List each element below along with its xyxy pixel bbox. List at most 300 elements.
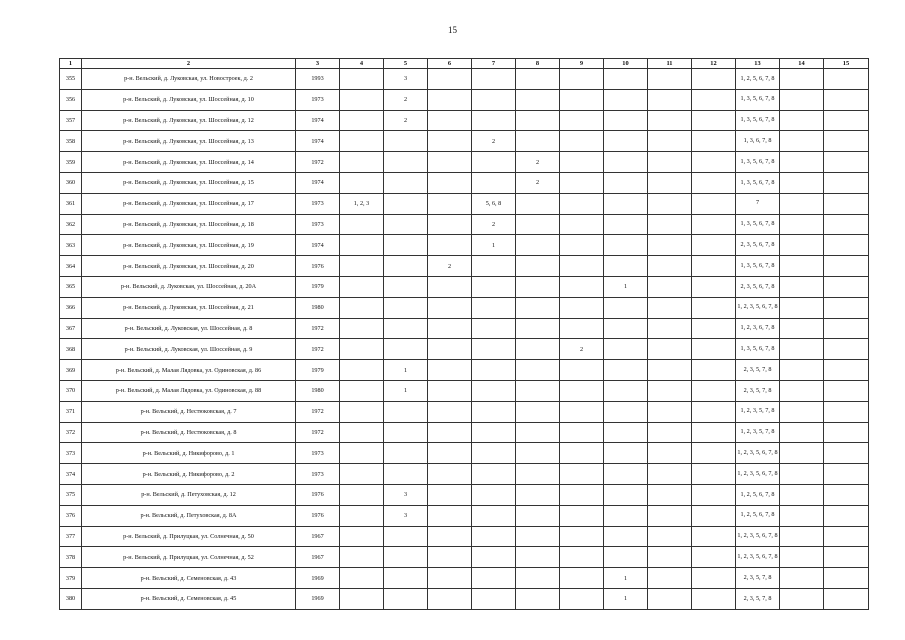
table-cell xyxy=(340,235,384,256)
table-cell xyxy=(648,464,692,485)
table-cell xyxy=(780,588,824,609)
table-cell: р-н. Вельский, д. Луковская, ул. Шоссейная, д. 10 xyxy=(82,89,296,110)
table-cell: 1969 xyxy=(296,588,340,609)
table-cell xyxy=(516,69,560,90)
table-cell xyxy=(560,422,604,443)
table-cell xyxy=(648,547,692,568)
table-cell xyxy=(648,568,692,589)
table-cell: 356 xyxy=(60,89,82,110)
table-cell xyxy=(604,422,648,443)
table-header-row xyxy=(60,59,869,69)
table-cell xyxy=(340,297,384,318)
table-cell: 1973 xyxy=(296,89,340,110)
table-cell: 1, 2, 3 xyxy=(340,193,384,214)
table-cell xyxy=(472,464,516,485)
table-cell xyxy=(824,401,869,422)
column-header: 15 xyxy=(824,59,869,69)
table-row xyxy=(60,131,869,152)
column-header: 3 xyxy=(296,59,340,69)
table-cell: р-н. Вельский, д. Малая Лядовка, ул. Одиновская, д. 88 xyxy=(82,380,296,401)
table-cell: 1973 xyxy=(296,214,340,235)
table-row xyxy=(60,588,869,609)
table-cell: 1, 3, 5, 6, 7, 8 xyxy=(736,339,780,360)
table-cell xyxy=(516,505,560,526)
column-header: 8 xyxy=(516,59,560,69)
table-cell xyxy=(780,214,824,235)
table-cell xyxy=(384,318,428,339)
table-cell: 357 xyxy=(60,110,82,131)
table-cell xyxy=(692,547,736,568)
table-cell: р-н. Вельский, д. Луковская, ул. Шоссейная, д. 12 xyxy=(82,110,296,131)
table-cell xyxy=(516,464,560,485)
table-cell xyxy=(340,339,384,360)
table-cell xyxy=(516,276,560,297)
table-cell xyxy=(604,526,648,547)
table-row xyxy=(60,422,869,443)
table-cell xyxy=(428,131,472,152)
table-cell: 1967 xyxy=(296,526,340,547)
column-header: 9 xyxy=(560,59,604,69)
table-cell: 1967 xyxy=(296,547,340,568)
table-cell xyxy=(604,443,648,464)
table-cell xyxy=(692,526,736,547)
table-cell xyxy=(340,484,384,505)
table-cell: 1976 xyxy=(296,484,340,505)
table-cell xyxy=(604,110,648,131)
table-cell xyxy=(428,297,472,318)
table-cell xyxy=(472,339,516,360)
table-cell xyxy=(516,547,560,568)
table-cell xyxy=(780,484,824,505)
table-cell xyxy=(560,214,604,235)
table-cell xyxy=(824,588,869,609)
table-cell xyxy=(340,422,384,443)
table-cell xyxy=(780,526,824,547)
table-cell xyxy=(604,193,648,214)
table-cell: 1, 2, 3, 5, 6, 7, 8 xyxy=(736,464,780,485)
table-cell xyxy=(516,318,560,339)
table-cell xyxy=(384,339,428,360)
table-cell xyxy=(516,484,560,505)
table-row xyxy=(60,339,869,360)
table-cell xyxy=(428,318,472,339)
table-cell: 1, 2, 3, 6, 7, 8 xyxy=(736,318,780,339)
table-cell: 2 xyxy=(472,131,516,152)
table-cell xyxy=(824,235,869,256)
table-cell xyxy=(824,380,869,401)
table-cell: 375 xyxy=(60,484,82,505)
table-cell: р-н. Вельский, д. Семеновская, д. 43 xyxy=(82,568,296,589)
table-cell xyxy=(824,568,869,589)
table-cell: 1 xyxy=(472,235,516,256)
table-cell xyxy=(780,69,824,90)
table-cell xyxy=(560,568,604,589)
table-row xyxy=(60,193,869,214)
table-cell xyxy=(560,235,604,256)
table-cell: 1, 2, 5, 6, 7, 8 xyxy=(736,484,780,505)
table-cell xyxy=(472,588,516,609)
table-cell xyxy=(384,193,428,214)
table-cell: 1976 xyxy=(296,505,340,526)
table-cell: 2, 3, 5, 7, 8 xyxy=(736,380,780,401)
table-cell: р-н. Вельский, д. Луковская, ул. Шоссейная, д. 15 xyxy=(82,172,296,193)
table-cell: 2 xyxy=(384,110,428,131)
table-cell xyxy=(516,360,560,381)
table-cell xyxy=(428,547,472,568)
table-cell xyxy=(384,568,428,589)
table-cell xyxy=(648,339,692,360)
table-cell xyxy=(692,484,736,505)
table-cell xyxy=(516,131,560,152)
table-cell xyxy=(780,110,824,131)
table-cell xyxy=(604,505,648,526)
table-cell xyxy=(516,526,560,547)
table-cell xyxy=(516,401,560,422)
table-cell: 380 xyxy=(60,588,82,609)
table-cell xyxy=(824,505,869,526)
table-cell: р-н. Вельский, д. Луковская, ул. Шоссейная, д. 9 xyxy=(82,339,296,360)
table-cell xyxy=(692,276,736,297)
table-cell xyxy=(692,172,736,193)
table-row xyxy=(60,401,869,422)
table-cell xyxy=(340,568,384,589)
table-cell xyxy=(472,172,516,193)
table-cell xyxy=(384,131,428,152)
table-cell xyxy=(516,256,560,277)
table-cell: р-н. Вельский, д. Луковская, ул. Шоссейная, д. 19 xyxy=(82,235,296,256)
column-header: 10 xyxy=(604,59,648,69)
table-cell: 2 xyxy=(472,214,516,235)
table-cell: 1, 2, 5, 6, 7, 8 xyxy=(736,69,780,90)
table-cell xyxy=(340,547,384,568)
table-cell: 3 xyxy=(384,505,428,526)
table-cell xyxy=(516,339,560,360)
table-cell xyxy=(560,193,604,214)
table-cell: р-н. Вельский, д. Луковская, ул. Шоссейная, д. 14 xyxy=(82,152,296,173)
table-cell xyxy=(516,422,560,443)
table-cell xyxy=(824,110,869,131)
table-cell xyxy=(516,588,560,609)
table-cell: 1, 2, 3, 5, 7, 8 xyxy=(736,422,780,443)
table-cell xyxy=(692,297,736,318)
table-cell xyxy=(472,526,516,547)
table-cell: 1979 xyxy=(296,276,340,297)
table-cell xyxy=(560,89,604,110)
table-cell xyxy=(428,526,472,547)
table-cell xyxy=(604,318,648,339)
table-cell: 362 xyxy=(60,214,82,235)
table-row xyxy=(60,110,869,131)
table-cell: 1974 xyxy=(296,131,340,152)
table-cell xyxy=(604,401,648,422)
table-cell xyxy=(472,484,516,505)
table-cell xyxy=(340,401,384,422)
table-cell xyxy=(692,505,736,526)
table-cell: 1972 xyxy=(296,339,340,360)
table-cell xyxy=(340,505,384,526)
table-row xyxy=(60,152,869,173)
table-cell xyxy=(384,276,428,297)
table-cell xyxy=(340,318,384,339)
table-row xyxy=(60,256,869,277)
table-cell xyxy=(780,152,824,173)
table-cell xyxy=(780,256,824,277)
table-cell: 370 xyxy=(60,380,82,401)
table-cell xyxy=(428,172,472,193)
table-cell xyxy=(428,339,472,360)
table-cell xyxy=(692,360,736,381)
table-cell xyxy=(384,152,428,173)
table-cell: 2, 3, 5, 7, 8 xyxy=(736,568,780,589)
table-cell xyxy=(824,339,869,360)
table-cell: 1979 xyxy=(296,360,340,381)
table-row xyxy=(60,214,869,235)
table-cell xyxy=(516,193,560,214)
table-cell xyxy=(428,443,472,464)
table-cell: 2 xyxy=(428,256,472,277)
table-cell xyxy=(560,172,604,193)
table-cell xyxy=(824,443,869,464)
table-cell xyxy=(692,568,736,589)
table-row xyxy=(60,69,869,90)
table-cell: 1973 xyxy=(296,193,340,214)
table-cell xyxy=(648,526,692,547)
table-cell xyxy=(560,276,604,297)
table-row xyxy=(60,443,869,464)
table-cell xyxy=(692,443,736,464)
table-cell xyxy=(824,131,869,152)
table-cell: р-н. Вельский, д. Луковская, ул. Шоссейная, д. 8 xyxy=(82,318,296,339)
table-cell xyxy=(384,464,428,485)
table-cell xyxy=(692,131,736,152)
table-body xyxy=(60,69,869,610)
table-row xyxy=(60,380,869,401)
table-cell xyxy=(780,276,824,297)
table-cell xyxy=(428,193,472,214)
page-number: 15 xyxy=(448,25,457,35)
table-cell xyxy=(780,235,824,256)
table-cell: 1, 3, 6, 7, 8 xyxy=(736,131,780,152)
table-cell: 1973 xyxy=(296,464,340,485)
table-cell xyxy=(780,464,824,485)
table-cell xyxy=(516,214,560,235)
table-cell xyxy=(604,464,648,485)
table-cell xyxy=(560,360,604,381)
table-row xyxy=(60,297,869,318)
table-cell xyxy=(560,505,604,526)
table-cell: 1976 xyxy=(296,256,340,277)
table-cell xyxy=(604,89,648,110)
table-cell: 379 xyxy=(60,568,82,589)
table-cell xyxy=(472,256,516,277)
table-row xyxy=(60,464,869,485)
table-cell xyxy=(472,110,516,131)
table-cell xyxy=(648,235,692,256)
table-cell: 1 xyxy=(384,360,428,381)
table-cell xyxy=(384,297,428,318)
column-header: 13 xyxy=(736,59,780,69)
table-cell xyxy=(824,464,869,485)
table-cell xyxy=(692,401,736,422)
table-cell: 355 xyxy=(60,69,82,90)
table-cell: 376 xyxy=(60,505,82,526)
table-cell: 1, 2, 3, 5, 6, 7, 8 xyxy=(736,297,780,318)
table-cell xyxy=(428,464,472,485)
table-cell xyxy=(648,588,692,609)
table-cell xyxy=(340,360,384,381)
table-cell xyxy=(340,89,384,110)
table-cell: 1980 xyxy=(296,297,340,318)
table-cell xyxy=(648,276,692,297)
table-cell xyxy=(516,443,560,464)
table-cell: 1, 3, 5, 6, 7, 8 xyxy=(736,172,780,193)
table-row xyxy=(60,360,869,381)
table-cell xyxy=(384,172,428,193)
table-cell: 1, 2, 3, 5, 7, 8 xyxy=(736,401,780,422)
table-cell xyxy=(648,131,692,152)
table-cell: р-н. Вельский, д. Прилуцкая, ул. Солнечная, д. 52 xyxy=(82,547,296,568)
table-row xyxy=(60,89,869,110)
column-header: 5 xyxy=(384,59,428,69)
table-cell xyxy=(780,422,824,443)
table-cell xyxy=(604,214,648,235)
table-cell xyxy=(780,193,824,214)
table-cell: 1972 xyxy=(296,152,340,173)
table-cell: 1974 xyxy=(296,172,340,193)
table-cell: 1973 xyxy=(296,443,340,464)
table-cell xyxy=(824,256,869,277)
table-cell xyxy=(340,276,384,297)
table-cell xyxy=(384,547,428,568)
table-cell: 1993 xyxy=(296,69,340,90)
table-cell: р-н. Вельский, д. Луковская, ул. Шоссейная, д. 18 xyxy=(82,214,296,235)
table-cell: 2, 3, 5, 7, 8 xyxy=(736,360,780,381)
table-cell xyxy=(340,380,384,401)
column-header: 6 xyxy=(428,59,472,69)
table-cell: 368 xyxy=(60,339,82,360)
table-cell xyxy=(428,110,472,131)
table-cell: р-н. Вельский, д. Луковская, ул. Шоссейная, д. 21 xyxy=(82,297,296,318)
table-cell xyxy=(472,401,516,422)
table-cell xyxy=(472,152,516,173)
table-cell xyxy=(824,276,869,297)
table-cell xyxy=(384,526,428,547)
table-cell xyxy=(340,69,384,90)
table-cell: 365 xyxy=(60,276,82,297)
table-cell xyxy=(648,443,692,464)
table-cell xyxy=(648,256,692,277)
table-cell xyxy=(516,568,560,589)
table-cell: 5, 6, 8 xyxy=(472,193,516,214)
table-cell xyxy=(340,214,384,235)
table-cell xyxy=(516,235,560,256)
table-cell xyxy=(340,172,384,193)
table-cell xyxy=(428,588,472,609)
table-cell xyxy=(428,89,472,110)
table-cell: 360 xyxy=(60,172,82,193)
table-cell xyxy=(340,526,384,547)
table-cell xyxy=(648,360,692,381)
table-cell xyxy=(560,588,604,609)
table-cell xyxy=(472,505,516,526)
table-cell xyxy=(604,297,648,318)
table-cell xyxy=(428,380,472,401)
table-cell: 1 xyxy=(604,568,648,589)
table-cell: 2 xyxy=(516,152,560,173)
table-cell: 373 xyxy=(60,443,82,464)
table-cell xyxy=(428,568,472,589)
table-cell: 377 xyxy=(60,526,82,547)
table-cell xyxy=(692,318,736,339)
table-cell xyxy=(824,297,869,318)
table-cell xyxy=(604,172,648,193)
table-cell xyxy=(692,256,736,277)
table-cell xyxy=(824,172,869,193)
table-cell xyxy=(780,339,824,360)
table-cell xyxy=(560,110,604,131)
table-cell: р-н. Вельский, д. Семеновская, д. 45 xyxy=(82,588,296,609)
table-cell: 2 xyxy=(516,172,560,193)
table-cell xyxy=(340,152,384,173)
table-row xyxy=(60,505,869,526)
table-cell xyxy=(604,380,648,401)
table-cell xyxy=(824,484,869,505)
table-cell: р-н. Вельский, д. Петуховская, д. 12 xyxy=(82,484,296,505)
table-cell xyxy=(780,547,824,568)
table-cell xyxy=(472,360,516,381)
table-cell xyxy=(648,484,692,505)
table-cell: р-н. Вельский, д. Луковская, ул. Новостроек, д. 2 xyxy=(82,69,296,90)
table-cell: 3 xyxy=(384,484,428,505)
table-cell: р-н. Вельский, д. Никифорово, д. 1 xyxy=(82,443,296,464)
table-cell xyxy=(516,89,560,110)
table-cell xyxy=(340,464,384,485)
table-cell: 366 xyxy=(60,297,82,318)
table-cell xyxy=(472,69,516,90)
table-cell: 371 xyxy=(60,401,82,422)
table-cell xyxy=(340,256,384,277)
table-row xyxy=(60,526,869,547)
table-cell xyxy=(648,152,692,173)
table-cell xyxy=(472,422,516,443)
table-cell xyxy=(384,422,428,443)
table-cell xyxy=(780,568,824,589)
table-row xyxy=(60,235,869,256)
table-cell xyxy=(560,380,604,401)
table-cell xyxy=(780,318,824,339)
table-cell xyxy=(384,401,428,422)
table-cell: 1974 xyxy=(296,235,340,256)
table-cell xyxy=(560,152,604,173)
table-cell: р-н. Вельский, д. Прилуцкая, ул. Солнечная, д. 50 xyxy=(82,526,296,547)
table-cell xyxy=(604,131,648,152)
table-cell: 1 xyxy=(384,380,428,401)
table-cell xyxy=(692,110,736,131)
table-cell xyxy=(384,443,428,464)
table-cell xyxy=(384,235,428,256)
table-cell xyxy=(648,193,692,214)
table-cell xyxy=(692,380,736,401)
data-table xyxy=(59,58,869,610)
table-cell xyxy=(428,422,472,443)
table-cell: 359 xyxy=(60,152,82,173)
table-row xyxy=(60,484,869,505)
table-cell xyxy=(692,69,736,90)
table-cell xyxy=(824,547,869,568)
table-cell: 374 xyxy=(60,464,82,485)
table-cell xyxy=(560,401,604,422)
table-cell: 364 xyxy=(60,256,82,277)
